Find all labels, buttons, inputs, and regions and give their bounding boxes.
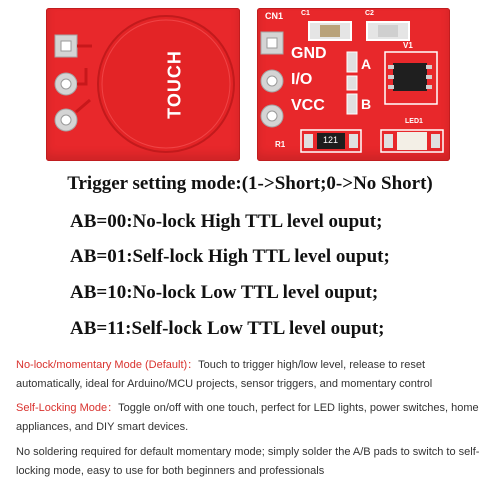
solder-pad-a-1 <box>347 52 357 72</box>
mode-ab-10: AB=10:No-lock Low TTL level ouput; <box>70 282 379 303</box>
soldering-note: No soldering required for default momentary mode; simply solder the A/B pads to switch to self-locking mode, easy to use for both beginners and professionals <box>16 446 480 477</box>
pcb-back-graphics <box>257 8 450 161</box>
pcb-front-graphics <box>46 8 240 161</box>
io-label: I/O <box>291 71 313 88</box>
r1-label: R1 <box>275 140 286 149</box>
touch-label: TOUCH <box>164 50 185 119</box>
ic-chip <box>393 63 427 91</box>
pad-b-label: B <box>361 96 372 112</box>
mode-ab-01: AB=01:Self-lock High TTL level ouput; <box>70 246 390 267</box>
pcb-board-back <box>257 8 450 161</box>
pin-hole <box>61 41 71 51</box>
led1-label: LED1 <box>405 118 423 125</box>
self-locking-mode-text: Toggle on/off with one touch, perfect for LED lights, power switches, home appliances, and DIY smart devices. <box>16 402 479 433</box>
self-locking-mode-key: Self-Locking Mode： <box>16 402 119 414</box>
solder-pad-a-2 <box>347 76 357 90</box>
momentary-mode-description <box>16 356 490 394</box>
pcb-product-images <box>0 0 500 170</box>
trigger-mode-title: Trigger setting mode:(1->Short;0->No Short) <box>67 173 433 194</box>
gnd-label: GND <box>291 45 327 62</box>
solder-pad-b-1 <box>347 94 357 114</box>
c2-label: C2 <box>365 10 374 17</box>
mode-ab-11: AB=11:Self-lock Low TTL level ouput; <box>70 318 385 339</box>
led-body <box>397 132 427 150</box>
mode-ab-00: AB=00:No-lock High TTL level ouput; <box>70 211 383 232</box>
pad-a-label: A <box>361 56 372 72</box>
vcc-label: VCC <box>291 97 325 114</box>
cn1-label: CN1 <box>265 11 284 21</box>
momentary-mode-key: No-lock/momentary Mode (Default)： <box>16 359 199 371</box>
c1-label: C1 <box>301 10 310 17</box>
pcb-board-front <box>46 8 240 161</box>
resistor-value: 121 <box>323 135 339 145</box>
v1-label: V1 <box>403 41 413 50</box>
self-locking-mode-description <box>16 399 490 437</box>
momentary-mode-text: Touch to trigger high/low level, release to reset automatically, ideal for Arduino/MCU projects, sensor triggers, and momentary control <box>16 359 433 390</box>
